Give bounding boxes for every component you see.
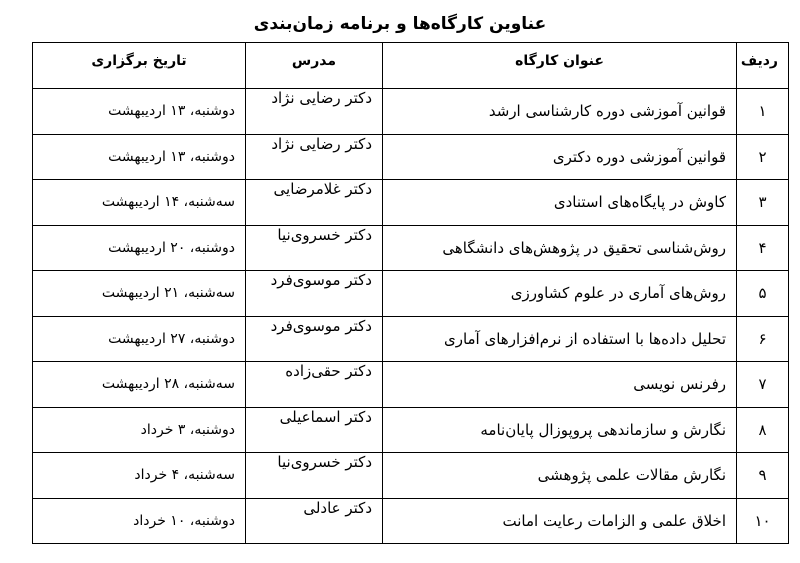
workshop-schedule-table	[32, 42, 789, 544]
table-row	[33, 89, 789, 135]
teacher-name: دکتر عادلی	[246, 498, 383, 544]
row-num: ۹	[737, 453, 789, 499]
teacher-name: دکتر غلامرضایی	[246, 180, 383, 226]
row-num: ۶	[737, 316, 789, 362]
table-row	[33, 180, 789, 226]
row-num: ۸	[737, 407, 789, 453]
workshop-date: سه‌شنبه، ۲۱ اردیبهشت	[33, 271, 246, 317]
table-row	[33, 362, 789, 408]
workshop-title: رفرنس نویسی	[383, 362, 737, 408]
workshop-title: قوانین آموزشی دوره دکتری	[383, 134, 737, 180]
workshop-title: قوانین آموزشی دوره کارشناسی ارشد	[383, 89, 737, 135]
teacher-name: دکتر حقی‌زاده	[246, 362, 383, 408]
row-num: ۲	[737, 134, 789, 180]
workshop-date: سه‌شنبه، ۴ خرداد	[33, 453, 246, 499]
workshop-title: اخلاق علمی و الزامات رعایت امانت	[383, 498, 737, 544]
workshop-date: دوشنبه، ۱۳ اردیبهشت	[33, 89, 246, 135]
row-num: ۵	[737, 271, 789, 317]
workshop-title: کاوش در پایگاه‌های استنادی	[383, 180, 737, 226]
header-teacher: مدرس	[246, 43, 383, 89]
workshop-date: دوشنبه، ۱۰ خرداد	[33, 498, 246, 544]
workshop-title: نگارش مقالات علمی پژوهشی	[383, 453, 737, 499]
table-row	[33, 225, 789, 271]
workshop-date: سه‌شنبه، ۲۸ اردیبهشت	[33, 362, 246, 408]
teacher-name: دکتر خسروی‌نیا	[246, 453, 383, 499]
workshop-title: روش‌های آماری در علوم کشاورزی	[383, 271, 737, 317]
row-num: ۴	[737, 225, 789, 271]
table-row	[33, 407, 789, 453]
workshop-date: دوشنبه، ۳ خرداد	[33, 407, 246, 453]
teacher-name: دکتر موسوی‌فرد	[246, 271, 383, 317]
workshop-title: نگارش و سازماندهی پروپوزال پایان‌نامه	[383, 407, 737, 453]
row-num: ۱۰	[737, 498, 789, 544]
header-num: ردیف	[737, 43, 789, 89]
table-row	[33, 316, 789, 362]
workshop-date: سه‌شنبه، ۱۴ اردیبهشت	[33, 180, 246, 226]
teacher-name: دکتر رضایی نژاد	[246, 134, 383, 180]
workshop-title: روش‌شناسی تحقیق در پژوهش‌های دانشگاهی	[383, 225, 737, 271]
workshop-date: دوشنبه، ۱۳ اردیبهشت	[33, 134, 246, 180]
table-header-row	[33, 43, 789, 89]
header-workshop: عنوان کارگاه	[383, 43, 737, 89]
row-num: ۷	[737, 362, 789, 408]
table-row	[33, 453, 789, 499]
teacher-name: دکتر موسوی‌فرد	[246, 316, 383, 362]
page-title: عناوین کارگاه‌ها و برنامه زمان‌بندی	[253, 14, 547, 34]
table-row	[33, 134, 789, 180]
workshop-title: تحلیل داده‌ها با استفاده از نرم‌افزارهای آماری	[383, 316, 737, 362]
workshop-date: دوشنبه، ۲۰ اردیبهشت	[33, 225, 246, 271]
table-row	[33, 271, 789, 317]
workshop-date: دوشنبه، ۲۷ اردیبهشت	[33, 316, 246, 362]
header-date: تاریخ برگزاری	[33, 43, 246, 89]
teacher-name: دکتر اسماعیلی	[246, 407, 383, 453]
teacher-name: دکتر خسروی‌نیا	[246, 225, 383, 271]
row-num: ۳	[737, 180, 789, 226]
table-row	[33, 498, 789, 544]
row-num: ۱	[737, 89, 789, 135]
teacher-name: دکتر رضایی نژاد	[246, 89, 383, 135]
